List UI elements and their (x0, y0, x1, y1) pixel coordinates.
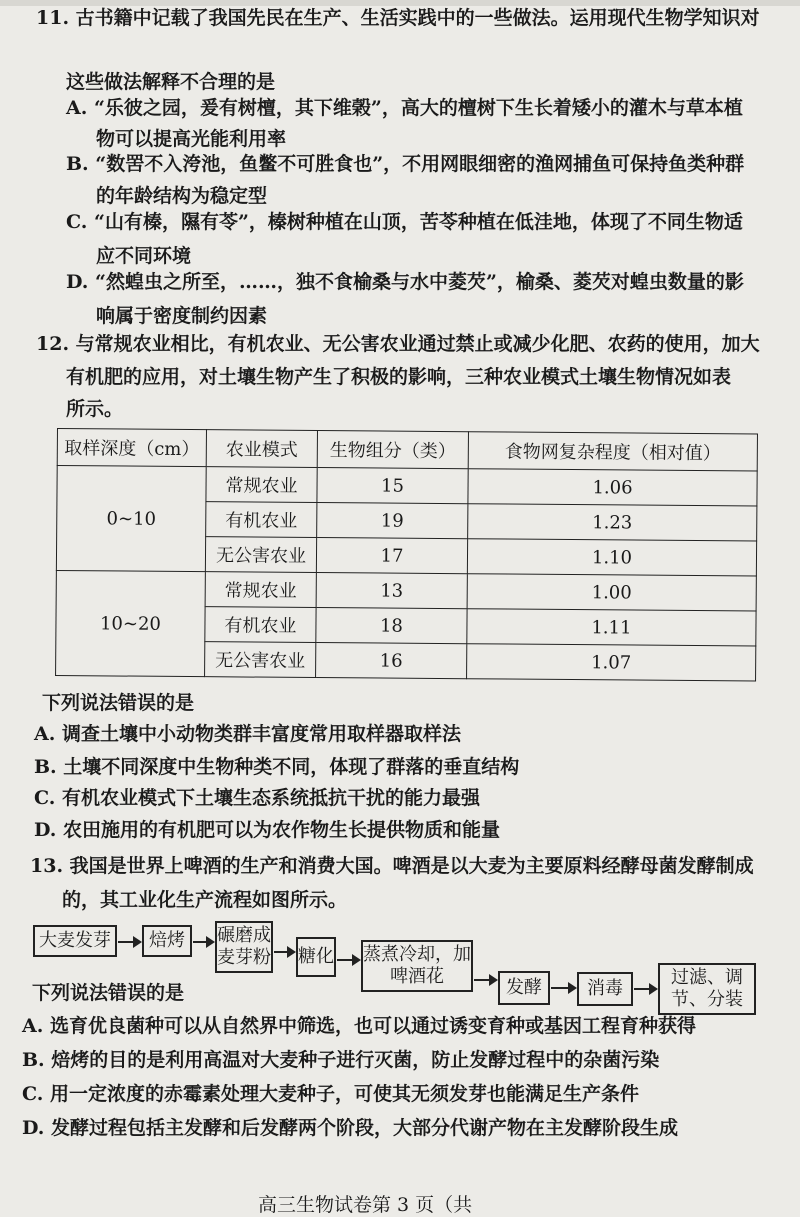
flow-arrow-icon (337, 959, 359, 961)
depth-cell: 10~20 (56, 570, 206, 676)
mode-cell: 有机农业 (206, 502, 317, 538)
q11-option-d-line2: 响属于密度制约因素 (96, 305, 268, 327)
complexity-cell: 1.10 (467, 539, 756, 576)
q12-option-b: B. 土壤不同深度中生物种类不同，体现了群落的垂直结构 (34, 756, 520, 778)
q13-option-d: D. 发酵过程包括主发酵和后发酵两个阶段，大部分代谢产物在主发酵阶段生成 (22, 1117, 679, 1139)
q13-stem-line1: 13. 我国是世界上啤酒的生产和消费大国。啤酒是以大麦为主要原料经酵母菌发酵制成 (30, 855, 754, 877)
count-cell: 17 (316, 538, 467, 574)
q13-stem-line2: 的，其工业化生产流程如图所示。 (62, 889, 348, 911)
header-mode: 农业模式 (206, 430, 317, 468)
q11-option-c-line2: 应不同环境 (96, 245, 192, 267)
header-count: 生物组分（类） (317, 431, 468, 469)
q13-option-c: C. 用一定浓度的赤霉素处理大麦种子，可使其无须发芽也能满足生产条件 (22, 1083, 640, 1105)
soil-organism-table (55, 428, 758, 681)
mode-cell: 有机农业 (205, 607, 316, 643)
count-cell: 16 (316, 643, 467, 679)
mode-cell: 常规农业 (205, 572, 316, 608)
flow-step-disinfection: 消毒 (577, 972, 633, 1006)
flow-arrow-icon (193, 941, 213, 943)
table-row (57, 466, 757, 506)
mode-cell: 无公害农业 (205, 537, 316, 573)
q11-option-a-line2: 物可以提高光能利用率 (96, 128, 287, 150)
q12-option-d: D. 农田施用的有机肥可以为农作物生长提供物质和能量 (34, 819, 501, 841)
complexity-cell: 1.06 (468, 469, 757, 506)
q12-question: 下列说法错误的是 (42, 692, 195, 714)
complexity-cell: 1.11 (467, 609, 756, 646)
q11-option-a-line1: A. “乐彼之园，爰有树檀，其下维榖”，高大的檀树下生长着矮小的灌木与草本植 (66, 97, 743, 119)
q11-option-b-line1: B. “数罟不入洿池，鱼鳖不可胜食也”，不用网眼细密的渔网捕鱼可保持鱼类种群 (66, 153, 745, 175)
flow-arrow-icon (274, 951, 294, 953)
q11-option-c-line1: C. “山有榛，隰有苓”，榛树种植在山顶，苦苓种植在低洼地，体现了不同生物适 (66, 211, 743, 233)
header-complexity: 食物网复杂程度（相对值） (468, 432, 757, 471)
table-row (56, 570, 756, 610)
count-cell: 18 (316, 608, 467, 644)
count-cell: 19 (317, 503, 468, 539)
flow-step-malting: 大麦发芽 (33, 925, 117, 957)
q12-stem-line3: 所示。 (66, 398, 124, 420)
flow-step-saccharification: 糖化 (296, 937, 336, 977)
flow-step-packaging: 过滤、调节、分装 (658, 963, 756, 1015)
table-header-row (57, 429, 757, 471)
mode-cell: 无公害农业 (205, 642, 316, 678)
mode-cell: 常规农业 (206, 467, 317, 503)
q12-stem-line2: 有机肥的应用，对土壤生物产生了积极的影响，三种农业模式土壤生物情况如表 (66, 366, 732, 388)
flow-arrow-icon (474, 979, 496, 981)
complexity-cell: 1.00 (467, 574, 756, 611)
count-cell: 13 (316, 573, 467, 609)
count-cell: 15 (317, 468, 468, 504)
flow-step-fermentation: 发酵 (498, 971, 550, 1005)
flow-step-boiling: 蒸煮冷却，加啤酒花 (361, 940, 473, 992)
q11-option-b-line2: 的年龄结构为稳定型 (96, 185, 268, 207)
flow-arrow-icon (634, 988, 656, 990)
flow-arrow-icon (551, 987, 575, 989)
flow-arrow-icon (118, 941, 140, 943)
q11-option-d-line1: D. “然蝗虫之所至，……，独不食榆桑与水中菱芡”，榆桑、菱芡对蝗虫数量的影 (66, 271, 744, 293)
q13-option-b: B. 焙烤的目的是利用高温对大麦种子进行灭菌，防止发酵过程中的杂菌污染 (22, 1049, 660, 1071)
q11-stem-line1: 11. 古书籍中记载了我国先民在生产、生活实践中的一些做法。运用现代生物学知识对 (36, 7, 760, 29)
page-footer: 高三生物试卷第 3 页（共 (258, 1194, 473, 1216)
q12-option-c: C. 有机农业模式下土壤生态系统抵抗干扰的能力最强 (34, 787, 481, 809)
q13-question: 下列说法错误的是 (32, 982, 185, 1004)
complexity-cell: 1.23 (468, 504, 757, 541)
header-depth: 取样深度（cm） (57, 429, 206, 467)
complexity-cell: 1.07 (467, 644, 756, 681)
flow-step-roasting: 焙烤 (142, 925, 192, 957)
q13-option-a: A. 选育优良菌种可以从自然界中筛选，也可以通过诱变育种或基因工程育种获得 (22, 1015, 696, 1037)
q11-stem-line2: 这些做法解释不合理的是 (66, 71, 276, 93)
depth-cell: 0~10 (56, 466, 206, 572)
q12-option-a: A. 调查土壤中小动物类群丰富度常用取样器取样法 (34, 723, 461, 745)
flow-step-milling: 碾磨成麦芽粉 (215, 921, 273, 973)
q12-stem-line1: 12. 与常规农业相比，有机农业、无公害农业通过禁止或减少化肥、农药的使用，加大 (36, 333, 760, 355)
